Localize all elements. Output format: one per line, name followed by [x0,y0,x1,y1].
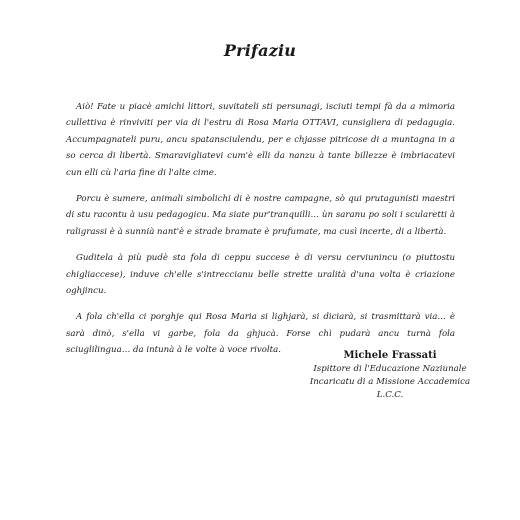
paragraph-3: Guditela à più pudè sta fola di ceppu succese è di versu cerviunincu (o piuttostu chigliaccese), induve ch'elle s'intreccianu belle strette uralità d'una volta è criazione oghjincu. [66,253,455,297]
page-title: Prifaziu [223,41,297,60]
preface-body [66,99,455,369]
signature-title-line-2: Incaricatu di a Missione Accademica L.C.C. [309,377,471,400]
paragraph-1: Aiò! Fate u piacè amichi littori, suvitateli sti persunagi, isciuti tempi fà da a mimoria cullettiva è rinviviti per via di l'estru di Rosa Maria OTTAVI, cunsigliera di pedagugia. Accumpagnateli puru, ancu spatansciulendu, per e chjasse pitricose di a muntagna in a so cerca di libertà. Smaravigliatevi cum'è elli da nanzu à tante billezze è imbriacatevi cun elli cù l'aria fine di l'alte cime. [66,102,455,178]
paragraph-4: A fola ch'ella ci porghje qui Rosa Maria si lighjarà, si diciarà, si trasmittarà via… è sarà dinò, s'ella vi garbe, fola da ghjucà. Forse chì pudarà ancu turnà fola sciuglilingua… da intunà à le volte à voce rivolta. [66,312,455,356]
signature-block [300,349,480,402]
signature-name: Michele Frassati [343,350,437,361]
paragraph-2: Porcu è sumere, animali simbolichi di è nostre campagne, sò qui prutagunisti maestri di stu racontu à usu pedagogicu. Ma siate pur'tranquilli… ùn saranu po soli i scularetti à raligrassi è à sunnià nant'è e strade bramate è prufumate, ma cusì incerte, di a libertà. [66,194,455,237]
signature-title-line-1: Ispittore di l'Educazione Naziunale [313,364,467,374]
